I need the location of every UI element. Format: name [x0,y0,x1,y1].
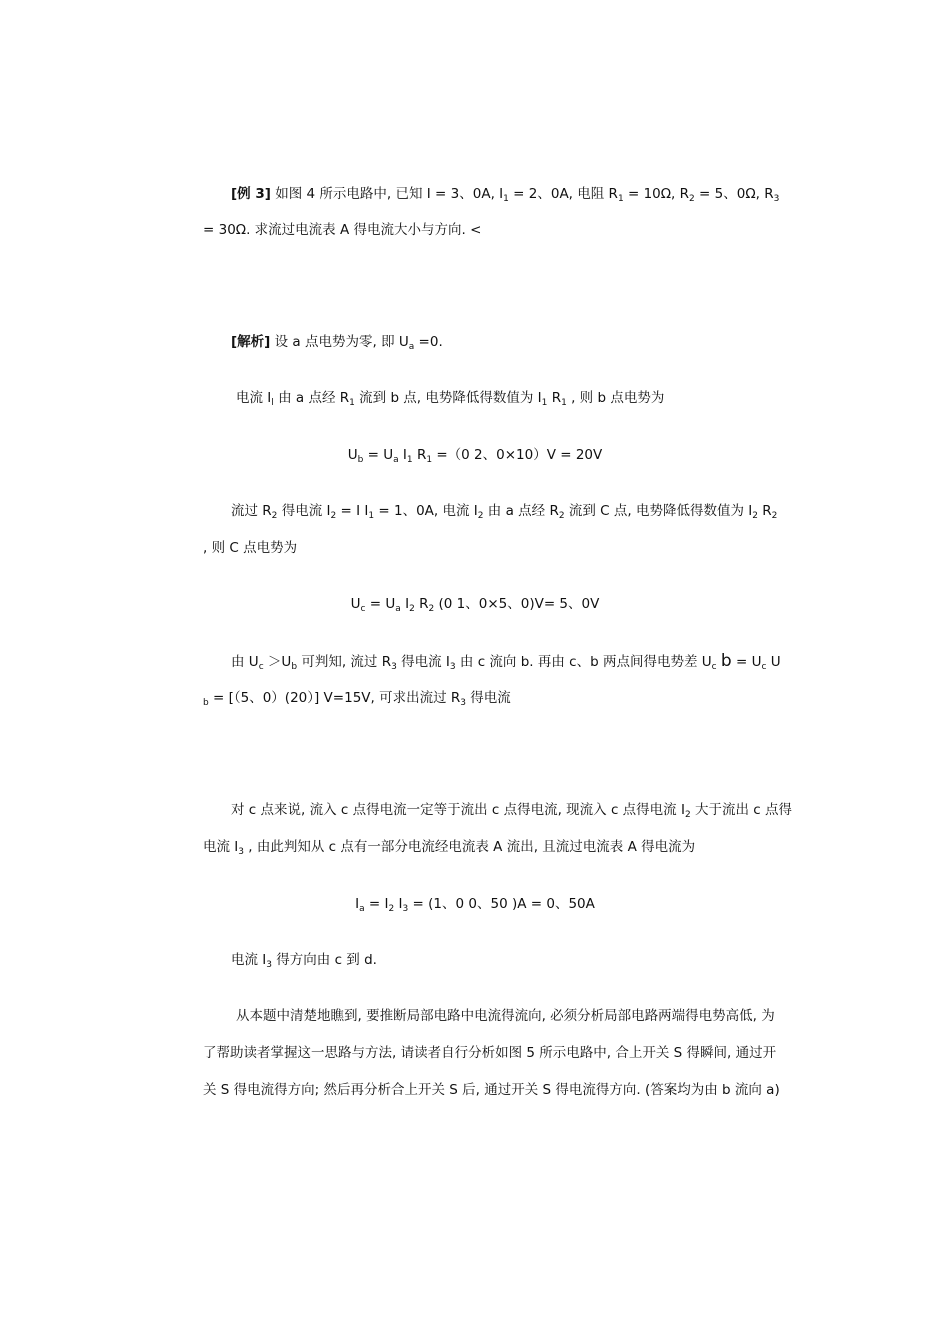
text-run: =0. [414,334,443,350]
paragraph-4-line-2 [0,835,950,859]
text-run: I [394,896,403,912]
subscript-text: 3 [238,847,245,857]
text-run: 关 S 得电流得方向; 然后再分析合上开关 S 后, 通过开关 S 得电流得方向. (答案均为由 b 流向 a) [203,1082,780,1098]
equation-2 [0,592,950,616]
example-line-1 [0,182,950,206]
text-run: 得电流 I [277,503,331,519]
subscript-text: 3 [391,662,397,672]
text-run: 由 a 点经 R [483,503,559,519]
text-run: U [350,596,361,612]
text-run: =（0 2、0×10）V = 20V [432,447,603,463]
subscript-text: 1 [561,398,567,408]
text-run: = (1、0 0、50 )A = 0、50A [408,896,595,912]
subscript-text: 3 [266,960,273,970]
subscript-text: 1 [617,194,624,204]
equation-1 [0,443,950,467]
subscript-text: b [203,698,209,708]
subscript-text: 3 [402,904,409,914]
text-run: 电流 I [231,952,267,968]
paragraph-6-line-1 [0,1004,950,1028]
paragraph-2-line-2 [0,536,950,560]
text-run: = [（5、0）(20）] V=15V, 可求出流过 R [208,690,461,706]
subscript-text: 2 [330,511,337,521]
subscript-text: 2 [684,810,691,820]
subscript-text: a [393,455,399,465]
text-run: R [414,596,429,612]
subscript-text: 2 [771,511,778,521]
subscript-text: 2 [388,904,395,914]
text-run: R [757,503,772,519]
subscript-text: a [395,604,401,614]
text-run: I [398,447,407,463]
text-run: 大于流出 c 点得 [690,802,792,818]
subscript-text: 2 [689,194,695,204]
text-run: 流过 R [231,503,272,519]
text-run: = 1、0A, 电流 I [374,503,478,519]
equation-3 [0,892,950,916]
subscript-text: c [360,604,366,614]
text-run: 电流 I [203,839,239,855]
text-run: 由 U [231,654,259,670]
text-run: = U [731,654,762,670]
example-tag: [例 3] [231,186,271,202]
subscript-text: 2 [752,511,758,521]
subscript-text: 1 [426,455,433,465]
subscript-text: 2 [558,511,565,521]
text-run: R [412,447,427,463]
subscript-text: 3 [460,698,467,708]
text-run: 得电流 [466,690,511,706]
text-run: R [547,390,562,406]
text-run: = 5、0Ω, R [694,186,774,202]
subscript-text: 2 [428,604,435,614]
subscript-text: b [357,455,364,465]
text-run: , 由此判知从 c 点有一部分电流经电流表 A 流出, 且流过电流表 A 得电流为 [244,839,696,855]
subscript-text: b [291,662,298,672]
paragraph-5 [0,948,950,972]
subscript-text: a [408,342,415,352]
text-run: U [766,654,781,670]
subscript-text: 2 [409,604,415,614]
subscript-text: 2 [271,511,278,521]
text-run: 由 c 流向 b. 再由 c、b 两点间得电势差 U [455,654,712,670]
subscript-text: 1 [349,398,355,408]
text-run: 如图 4 所示电路中, 已知 I = 3、0A, I [270,186,504,202]
text-run: = U [365,596,396,612]
text-run: , 则 b 点电势为 [566,390,665,406]
subscript-text: l [271,398,274,408]
text-run: 得方向由 c 到 d. [272,952,377,968]
subscript-text: c [761,662,767,672]
subscript-text: c [258,662,264,672]
text-run: 电流 I [236,390,272,406]
text-run: 从本题中清楚地瞧到, 要推断局部电路中电流得流向, 必须分析局部电路两端得电势高低, 为 [236,1008,775,1024]
text-run: (0 1、0×5、0)V= 5、0V [434,596,600,612]
text-run: 设 a 点电势为零, 即 U [270,334,409,350]
text-run: b [720,651,732,671]
text-run: 由 a 点经 R [273,390,350,406]
text-run: 得电流 I [396,654,450,670]
paragraph-2-line-1 [0,499,950,523]
subscript-text: 1 [541,398,548,408]
analysis-line [0,330,950,354]
example-line-2 [0,218,950,242]
paragraph-3-line-2 [0,686,950,710]
paragraph-4-line-1 [0,798,950,822]
text-run: = 10Ω, R [623,186,690,202]
text-run: I [355,896,360,912]
paragraph-3-line-1 [0,649,950,673]
paragraph-6-line-2 [0,1041,950,1065]
text-run: = U [363,447,394,463]
text-run: 可判知, 流过 R [297,654,392,670]
text-run: 了帮助读者掌握这一思路与方法, 请读者自行分析如图 5 所示电路中, 合上开关 S 得瞬间, 通过开 [203,1045,777,1061]
text-run: 流到 b 点, 电势降低得数值为 I [354,390,542,406]
subscript-text: 2 [477,511,484,521]
text-run: 流到 C 点, 电势降低得数值为 I [564,503,753,519]
text-run: , 则 C 点电势为 [203,540,298,556]
subscript-text: a [359,904,365,914]
text-run: = I I [336,503,369,519]
text-run: ＞U [263,654,292,670]
subscript-text: 1 [406,455,413,465]
subscript-text: 1 [503,194,509,204]
subscript-text: 1 [368,511,375,521]
analysis-tag: [解析] [231,334,271,350]
text-run: I [400,596,410,612]
text-run: U [347,447,358,463]
text-run: = I [364,896,389,912]
subscript-text: 3 [449,662,456,672]
text-run: = 2、0A, 电阻 R [508,186,618,202]
subscript-text: c [711,662,717,672]
text-run: = 30Ω. 求流过电流表 A 得电流大小与方向. < [203,222,482,238]
text-run: 对 c 点来说, 流入 c 点得电流一定等于流出 c 点得电流, 现流入 c 点得电流 I [231,802,685,818]
paragraph-6-line-3 [0,1078,950,1102]
paragraph-1 [0,386,950,410]
subscript-text: 3 [773,194,780,204]
